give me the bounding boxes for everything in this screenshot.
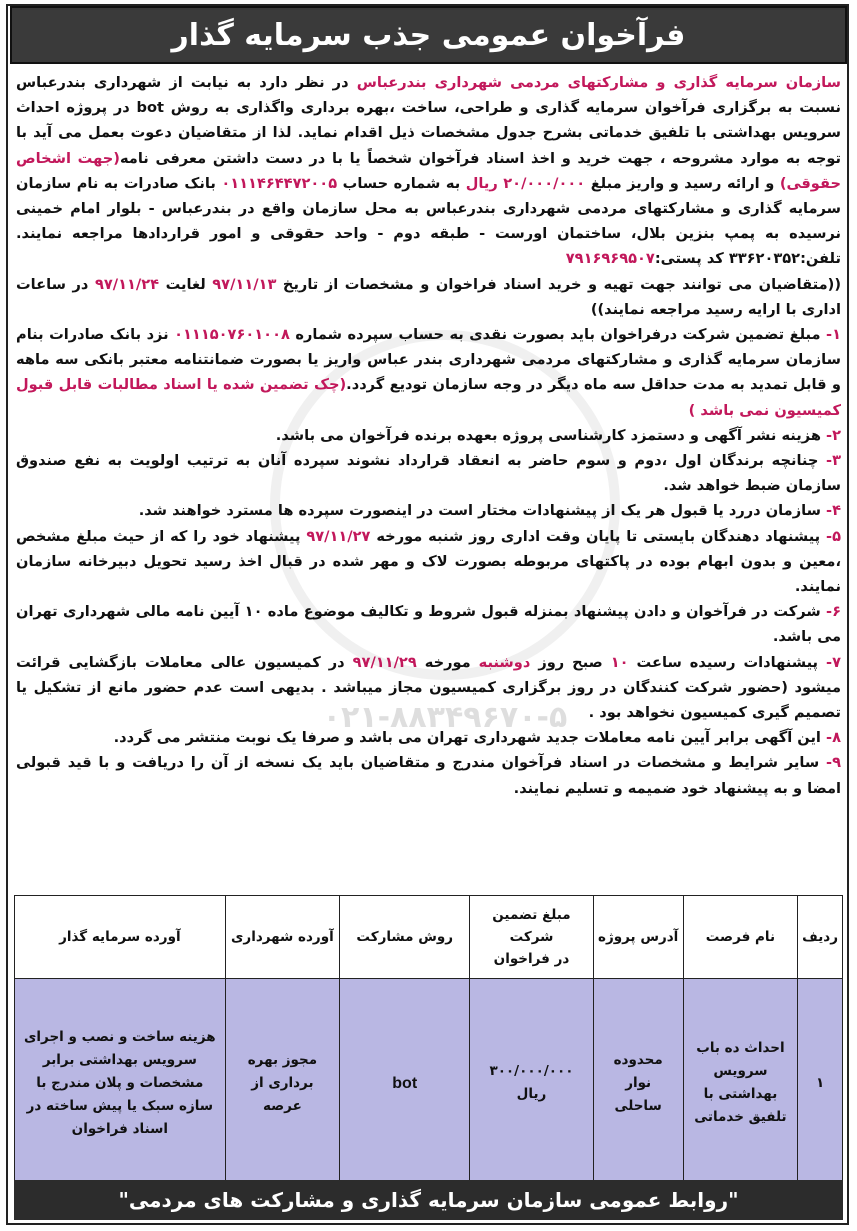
header-method: روش مشارکت (340, 896, 470, 979)
watermark-phone: ۰۲۱-۸۸۳۴۹۶۷۰-۵ (322, 700, 568, 735)
date-from: ۹۷/۱۱/۱۳ (212, 275, 277, 293)
table-row (15, 979, 843, 1188)
date-to: ۹۷/۱۱/۲۴ (94, 275, 160, 293)
cell-address: محدوده نوار ساحلی (593, 979, 683, 1188)
org-name: سازمان سرمایه گذاری و مشارکتهای مردمی شهرداری بندرعباس (356, 74, 842, 91)
item-2: ۲- هزینه نشر آگهی و دستمزد کارشناسی پروژه بعهده برنده فرآخوان می باشد. (275, 426, 841, 444)
item-3: ۳- چنانچه برندگان اول ،دوم و سوم حاضر به انعقاد قرارداد نشوند سپرده آنان به ترتیب اولویت به نفع صندوق سازمان ضبط خواهد شد. (16, 452, 841, 495)
deposit-account: ۰۱۱۱۵۰۷۶۰۱۰۰۸ (174, 326, 290, 344)
cheque-note: (چک تضمین شده یا اسناد مطالبات قابل قبول کمیسیون نمی باشد ) (16, 376, 841, 419)
header-municipality: آورده شهرداری (225, 896, 339, 979)
opening-date: ۹۷/۱۱/۲۹ (352, 653, 417, 671)
header-guarantee: مبلغ تضمین شرکت در فراخوان (470, 896, 593, 979)
fee-amount: ۲۰/۰۰۰/۰۰۰ ریال (465, 174, 586, 192)
cell-row-no: ۱ (798, 979, 843, 1188)
cell-investor: هزینه ساخت و نصب و اجرای سرویس بهداشتی برابر مشخصات و پلان مندرج با سازه سبک یا پیش ساخته در اسناد فراخوان (15, 979, 226, 1188)
dates-note: ((متقاضیان می توانند جهت تهیه و خرید اسناد فراخوان و مشخصات از تاریخ ۹۷/۱۱/۱۳ لغایت ۹۷/۱۱/۲۴ در ساعات اداری با ارایه رسید مراجعه نمایند)) (16, 275, 841, 318)
item-6: ۶- شرکت در فرآخوان و دادن پیشنهاد بمنزله قبول شروط و تکالیف موضوع ماده ۱۰ آیین نامه مالی شهرداری تهران می باشد. (16, 603, 841, 646)
item-4: ۴- سازمان دررد یا قبول هر یک از پیشنهادات مختار است در اینصورت سپرده ها مسترد خواهند شد. (138, 502, 841, 520)
cell-guarantee: ۳۰۰/۰۰۰/۰۰۰ ریال (470, 979, 593, 1188)
header-row-no: ردیف (798, 896, 843, 979)
item-9: ۹- سایر شرایط و مشخصات در اسناد فرآخوان مندرج و متقاضیان باید یک نسخه از آن را دریافت و با قید قبولی امضا و به پیشنهاد خود ضمیمه و تسلیم نمایند. (16, 754, 841, 797)
deadline-date: ۹۷/۱۱/۲۷ (306, 527, 371, 545)
item-8: ۸- این آگهی برابر آیین نامه معاملات جدید شهرداری تهران می باشد و صرفا یک نوبت منتشر می گردد. (113, 729, 841, 747)
legal-entity-note: (جهت اشخاص حقوقی) (16, 149, 841, 192)
table-header-row (15, 896, 843, 979)
opportunity-table-wrap (14, 895, 843, 1188)
cell-opportunity: احداث ده باب سرویس بهداشتی با تلفیق خدماتی (683, 979, 797, 1188)
postal-code: ۷۹۱۶۹۶۹۵۰۷ (565, 250, 655, 268)
header-investor: آورده سرمایه گذار (15, 896, 226, 979)
opening-hour: ۱۰ (610, 653, 629, 671)
title-banner (10, 6, 847, 64)
header-opportunity: نام فرصت (683, 896, 797, 979)
header-address: آدرس پروژه (593, 896, 683, 979)
account-number: ۰۱۱۱۴۶۴۴۷۲۰۰۵ (221, 174, 338, 192)
footer-banner (14, 1180, 843, 1220)
page-title: فرآخوان عمومی جذب سرمایه گذار (171, 17, 686, 53)
opening-day: دوشنبه (478, 653, 531, 671)
cell-method: bot (340, 979, 470, 1188)
opportunity-table (14, 895, 843, 1188)
item-5: ۵- پیشنهاد دهندگان بایستی تا پایان وقت اداری روز شنبه مورخه ۹۷/۱۱/۲۷ پیشنهاد خود را که از حیث مبلغ مشخص ،معین و بدون ابهام بوده در پاکتهای مربوطه بصورت لاک و مهر شده در قبال اخذ رسید تحویل دبیرخانه سازمان نمایند. (16, 527, 842, 596)
cell-municipality: مجوز بهره برداری از عرصه (225, 979, 339, 1188)
footer-text: "روابط عمومی سازمان سرمایه گذاری و مشارکت های مردمی" (118, 1188, 739, 1212)
intro-paragraph: سازمان سرمایه گذاری و مشارکتهای مردمی شهرداری بندرعباس در نظر دارد به نیابت از شهرداری بندرعباس نسبت به برگزاری فرآخوان سرمایه گذاری و طراحی، ساخت ،بهره برداری واگذاری به روش bot در پروژه احداث سرویس بهداشتی با تلفیق خدماتی بشرح جدول مشخصات ذیل اقدام نماید. لذا از متقاضیان دعوت بعمل می آید با توجه به موارد مشروحه ، جهت خرید و اخذ اسناد فرآخوان شخصاً یا با در دست داشتن معرفی نامه(جهت اشخاص حقوقی) و ارائه رسید و واریز مبلغ ۲۰/۰۰۰/۰۰۰ ریال به شماره حساب ۰۱۱۱۴۶۴۴۷۲۰۰۵ بانک صادرات به نام سازمان سرمایه گذاری و مشارکتهای مردمی شهرداری بندرعباس به محل سازمان واقع در بندرعباس - بلوار امام خمینی نرسیده به پمپ بنزین بلال، ساختمان اورست - طبقه دوم - واحد حقوقی و امور قراردادها مراجعه نمایند. تلفن:۳۳۶۲۰۳۵۲ کد پستی:۷۹۱۶۹۶۹۵۰۷ (16, 74, 842, 268)
item-1: ۱- مبلغ تضمین شرکت درفراخوان باید بصورت نقدی به حساب سپرده شماره ۰۱۱۱۵۰۷۶۰۱۰۰۸ نزد بانک صادرات بنام سازمان سرمایه گذاری و مشارکتهای مردمی شهرداری بندر عباس واریز یا بصورت ضمانتنامه معتبر بانکی سه ماهه و قابل تمدید به مدت حداقل سه ماه دیگر در وجه سازمان تودیع گردد.(چک تضمین شده یا اسناد مطالبات قابل قبول کمیسیون نمی باشد ) (16, 326, 841, 419)
item-7: ۷- پیشنهادات رسیده ساعت ۱۰ صبح روز دوشنبه مورخه ۹۷/۱۱/۲۹ در کمیسیون عالی معاملات بازگشایی قرائت میشود (حضور شرکت کنندگان در روز برگزاری کمیسیون مجاز میباشد . بدیهی است عدم حضور مانع از تشکیل یا تصمیم گیری کمیسیون نخواهد بود . (16, 653, 841, 722)
announcement-body (16, 70, 841, 801)
